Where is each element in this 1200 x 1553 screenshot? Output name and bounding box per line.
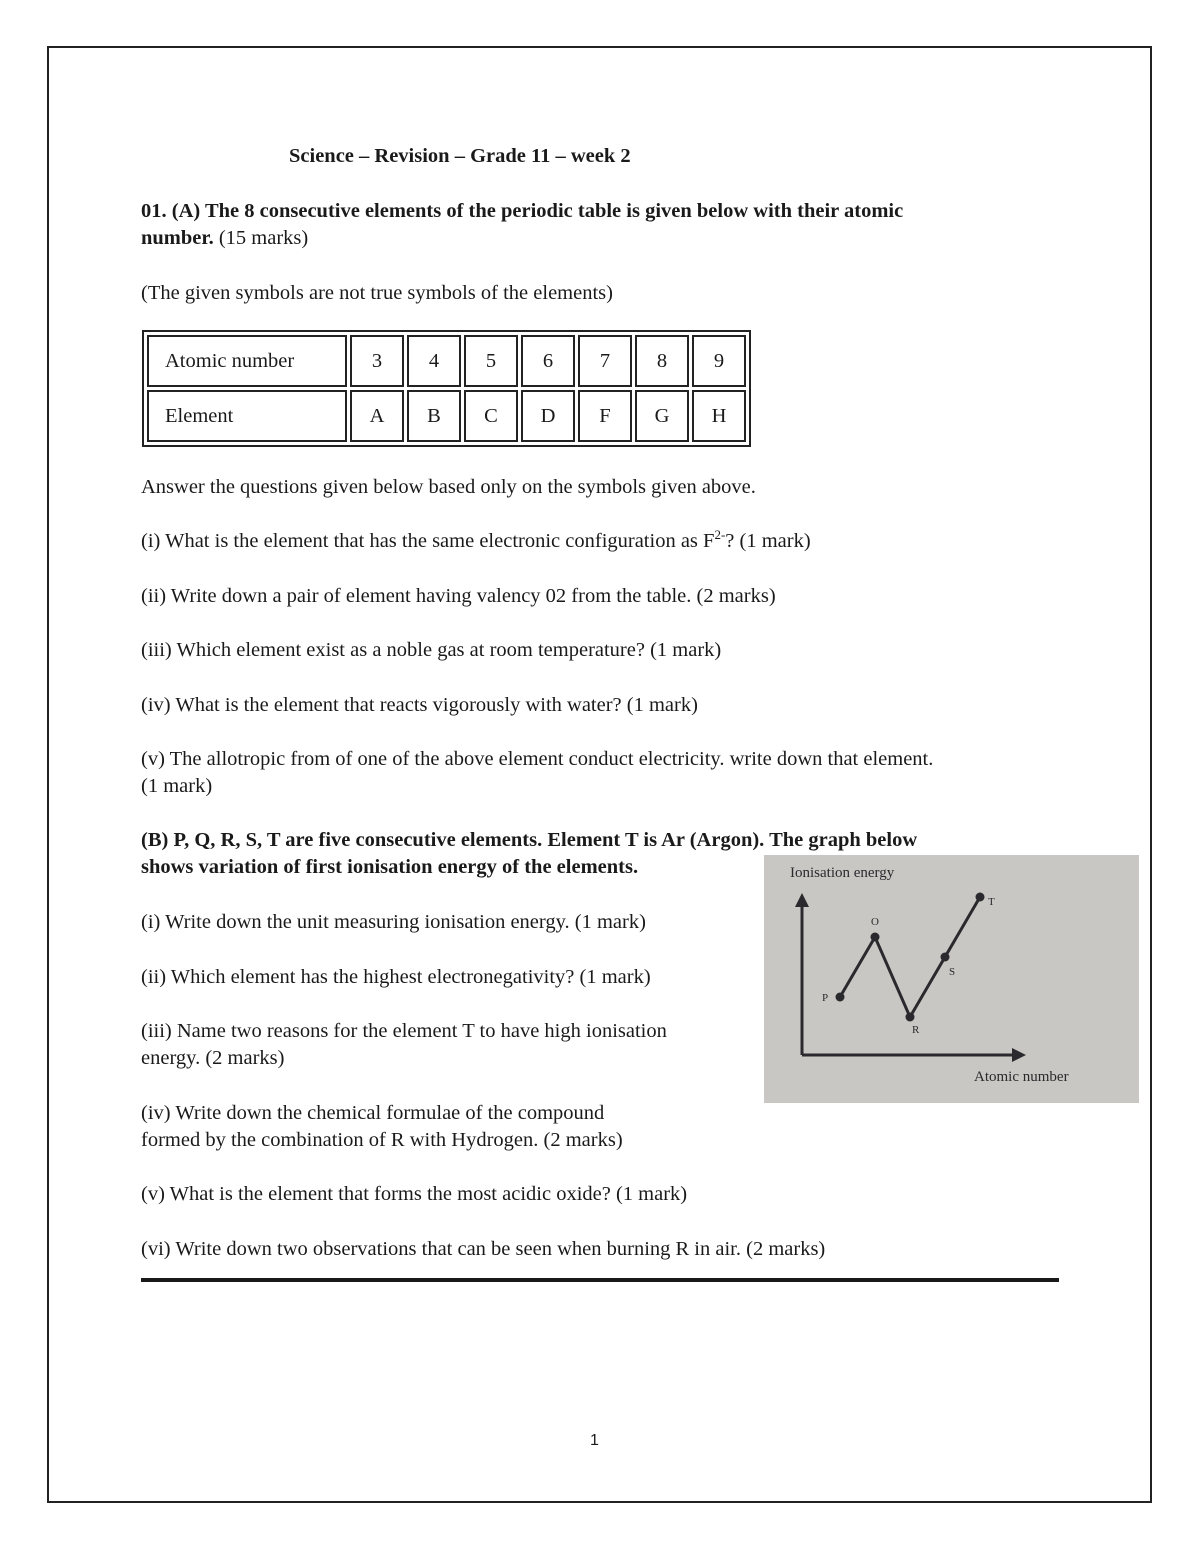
ionisation-series-line [840,897,980,1017]
point-label-Q: O [871,916,879,928]
table-cell: 6 [521,335,575,387]
question-text: (i) What is the element that has the same electronic configuration as F [141,530,715,552]
point-label-P: P [822,992,829,1004]
table-cell: H [692,390,746,442]
point-label-S: S [949,966,956,978]
table-cell: F [578,390,632,442]
data-point-S [941,953,950,962]
x-axis-arrow [1012,1048,1026,1062]
table-cell: C [464,390,518,442]
page-title: Science – Revision – Grade 11 – week 2 [289,145,631,167]
atomic-number-header: Atomic number [147,335,347,387]
section-divider [141,1278,1059,1282]
question-1b-heading: (B) P, Q, R, S, T are five consecutive elements. Element T is Ar (Argon). The graph below [141,829,918,851]
table-cell: 3 [350,335,404,387]
table-cell: 8 [635,335,689,387]
page-border [47,46,1152,1503]
x-axis-label: Atomic number [974,1069,1069,1085]
table-row [147,390,746,442]
data-point-T [976,893,985,902]
table-cell: B [407,390,461,442]
table-cell: G [635,390,689,442]
question-1b-iii: (iii) Name two reasons for the element T to have high ionisation [141,1020,667,1042]
question-1a-iv: (iv) What is the element that reacts vigorously with water? (1 mark) [141,694,698,716]
table-cell: 4 [407,335,461,387]
question-1a-heading: 01. (A) The 8 consecutive elements of the periodic table is given below with their atomic [141,200,904,222]
heading-number-word: number. [141,227,214,249]
question-1b-heading-line2: shows variation of first ionisation energy of the elements. [141,856,639,878]
question-1a-ii: (ii) Write down a pair of element having valency 02 from the table. (2 marks) [141,585,776,607]
ion-charge: 2- [714,527,726,543]
question-1b-vi: (vi) Write down two observations that can be seen when burning R in air. (2 marks) [141,1238,826,1260]
table-cell: 9 [692,335,746,387]
question-1b-iii-line2: energy. (2 marks) [141,1047,285,1069]
question-marks: ? (1 mark) [725,530,811,552]
instruction-text: Answer the questions given below based only on the symbols given above. [141,476,756,498]
y-axis-arrow [795,893,809,907]
ionisation-energy-graph [764,855,1139,1103]
table-cell: D [521,390,575,442]
data-point-P [836,993,845,1002]
page-number: 1 [590,1432,599,1449]
table-cell: A [350,390,404,442]
question-1a-i [141,528,811,555]
element-header: Element [147,390,347,442]
table-cell: 7 [578,335,632,387]
data-point-R [906,1013,915,1022]
point-label-T: T [988,896,995,908]
question-1a-marks: (15 marks) [213,227,309,249]
question-1a-v: (v) The allotropic from of one of the above element conduct electricity. write down that element. [141,748,934,770]
question-1b-ii: (ii) Which element has the highest electronegativity? (1 mark) [141,966,651,988]
question-1b-iv-line2: formed by the combination of R with Hydrogen. (2 marks) [141,1129,623,1151]
question-1b-v: (v) What is the element that forms the most acidic oxide? (1 mark) [141,1183,688,1205]
table-row [147,335,746,387]
question-1b-iv: (iv) Write down the chemical formulae of the compound [141,1102,605,1124]
question-1a-heading-line2 [141,225,308,252]
symbols-note: (The given symbols are not true symbols of the elements) [141,282,613,304]
question-1a-v-marks: (1 mark) [141,775,213,797]
question-1a-iii: (iii) Which element exist as a noble gas at room temperature? (1 mark) [141,639,722,661]
question-1b-i: (i) Write down the unit measuring ionisation energy. (1 mark) [141,911,646,933]
element-table [142,330,751,447]
ionisation-chart-svg [764,855,1139,1103]
table-cell: 5 [464,335,518,387]
y-axis-label: Ionisation energy [790,865,895,881]
data-point-Q [871,933,880,942]
point-label-R: R [912,1024,920,1036]
